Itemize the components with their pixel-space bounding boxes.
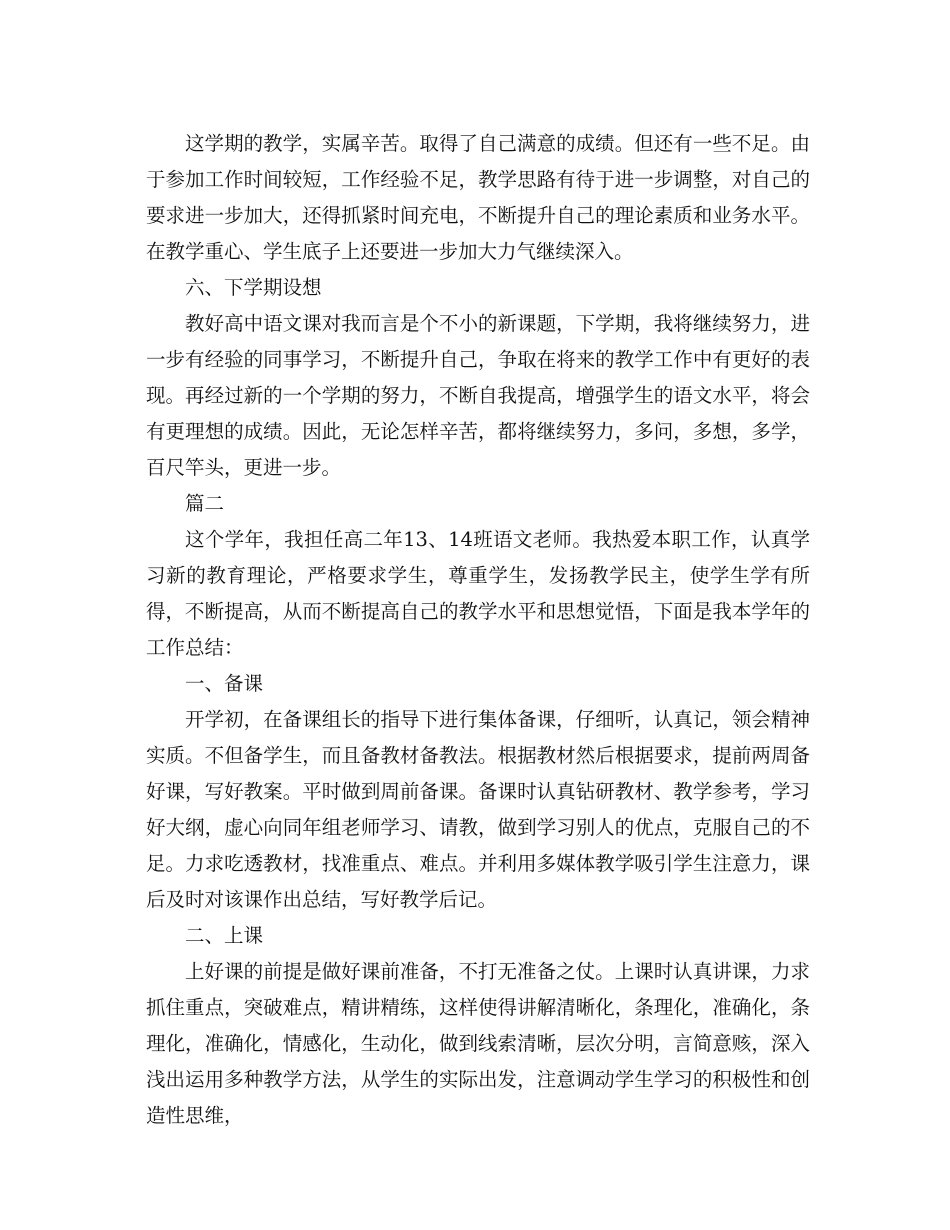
paragraph-year-intro: 这个学年，我担任高二年13、14班语文老师。我热爱本职工作，认真学习新的教育理论，严格要求学生，尊重学生，发扬教学民主，使学生学有所得，不断提高，从而不断提高自己的教学水平和思想觉悟，下面是我本学年的工作总结： — [146, 528, 810, 659]
heading-next-semester-plan: 六、下学期设想 — [185, 276, 322, 299]
heading-part-two: 篇二 — [185, 492, 225, 515]
paragraph-teaching: 上好课的前提是做好课前准备，不打无准备之仗。上课时认真讲课，力求抓住重点，突破难点，精讲精练，这样使得讲解清晰化，条理化，准确化，条理化，准确化，情感化，生动化，做到线索清晰，层次分明，言简意赅，深入浅出运用多种教学方法，从学生的实际出发，注意调动学生学习的积极性和创造性思维， — [146, 960, 810, 1127]
heading-teaching: 二、上课 — [185, 924, 264, 947]
paragraph-next-semester-plan: 教好高中语文课对我而言是个不小的新课题，下学期，我将继续努力，进一步有经验的同事学习，不断提升自己，争取在将来的教学工作中有更好的表现。再经过新的一个学期的努力，不断自我提高，增强学生的语文水平，将会有更理想的成绩。因此，无论怎样辛苦，都将继续努力，多问，多想，多学，百尺竿头，更进一步。 — [146, 312, 810, 479]
heading-lesson-prep: 一、备课 — [185, 672, 264, 695]
paragraph-lesson-prep: 开学初，在备课组长的指导下进行集体备课，仔细听，认真记，领会精神实质。不但备学生，而且备教材备教法。根据教材然后根据要求，提前两周备好课，写好教案。平时做到周前备课。备课时认真钻研教材、教学参考，学习好大纲，虚心向同年组老师学习、请教，做到学习别人的优点，克服自己的不足。力求吃透教材，找准重点、难点。并利用多媒体教学吸引学生注意力，课后及时对该课作出总结，写好教学后记。 — [146, 708, 810, 911]
paragraph-semester-reflection: 这学期的教学，实属辛苦。取得了自己满意的成绩。但还有一些不足。由于参加工作时间较短，工作经验不足，教学思路有待于进一步调整，对自己的要求进一步加大，还得抓紧时间充电，不断提升自己的理论素质和业务水平。在教学重心、学生底子上还要进一步加大力气继续深入。 — [146, 132, 810, 263]
document-body — [146, 126, 810, 1134]
